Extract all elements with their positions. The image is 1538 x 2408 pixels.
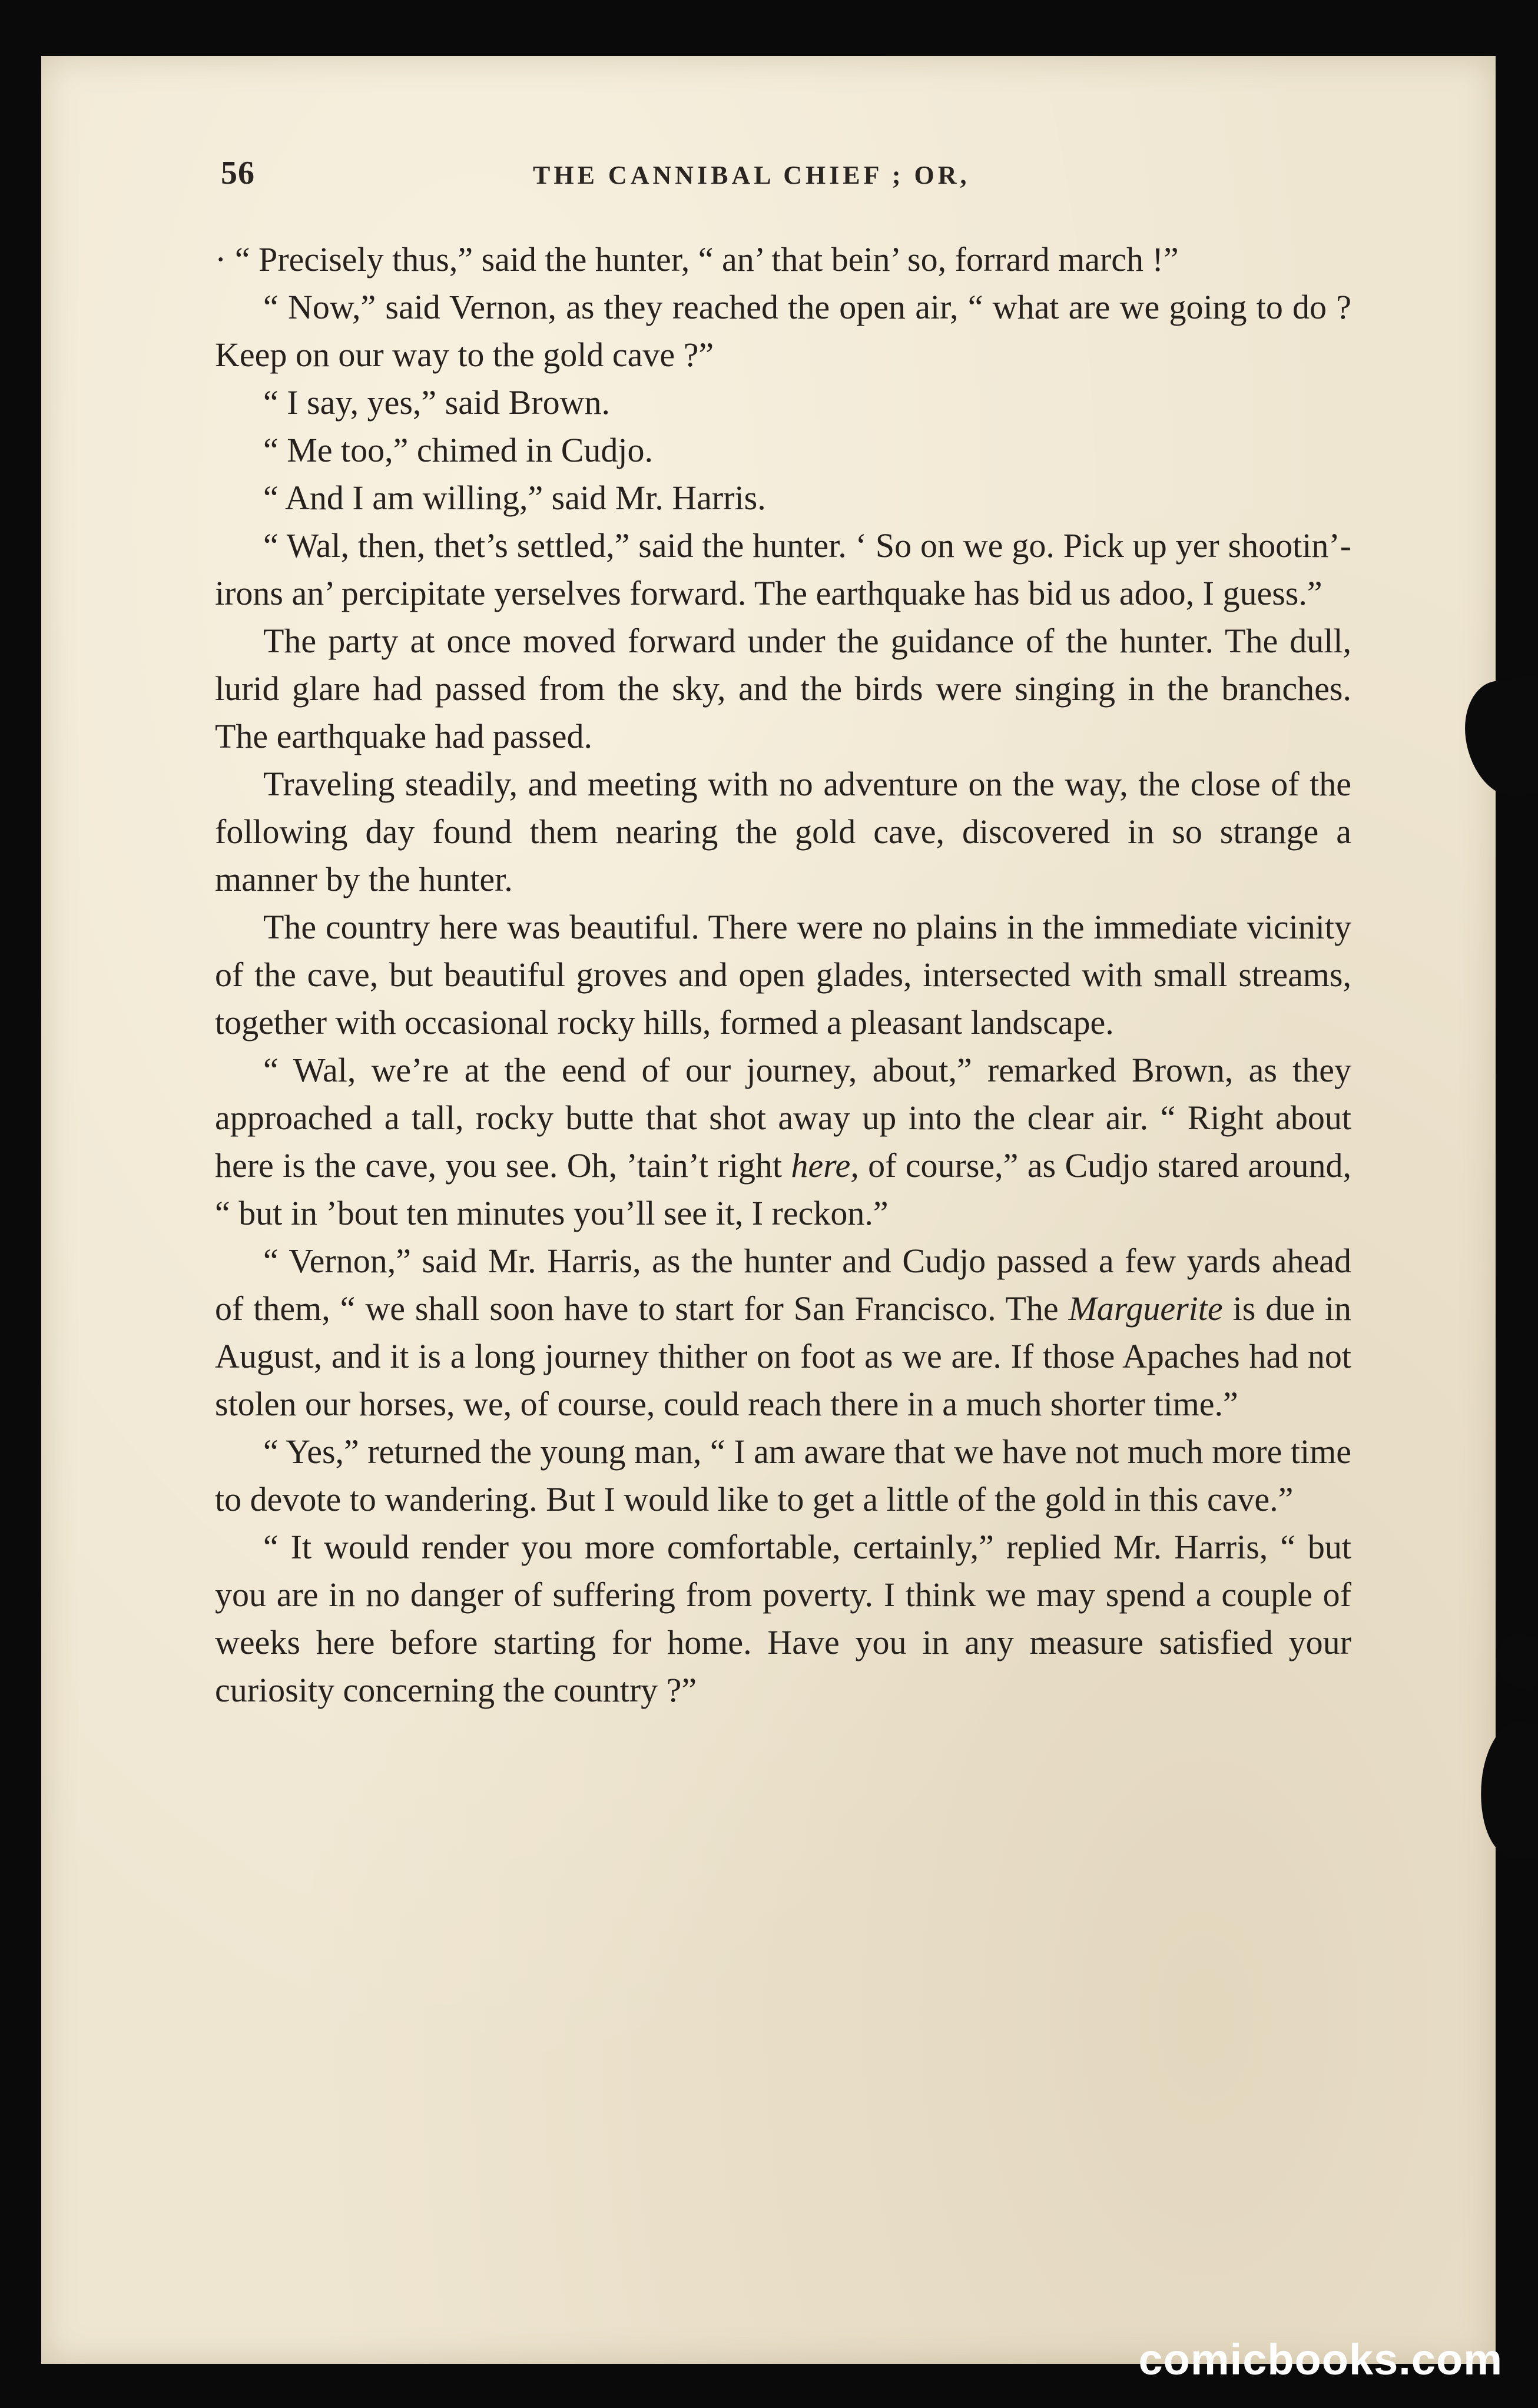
- italic-emphasis: here,: [791, 1146, 859, 1185]
- paragraph: “ Vernon,” said Mr. Harris, as the hunter and Cudjo passed a few yards ahead of them, “ we shall soon have to start for San Francisco. The Marguerite is due in August, and it is a long journey thither on foot as we are. If those Apaches had not stolen our horses, we, of course, could reach there in a much shorter time.”: [215, 1242, 1351, 1423]
- page-number: 56: [221, 155, 255, 191]
- paragraph: “ Now,” said Vernon, as they reached the open air, “ what are we going to do ? Keep on our way to the gold cave ?”: [215, 288, 1351, 374]
- paragraph: Traveling steadily, and meeting with no adventure on the way, the close of the following day found them nearing the gold cave, discovered in so strange a manner by the hunter.: [215, 765, 1351, 898]
- running-title: THE CANNIBAL CHIEF ; OR,: [533, 161, 970, 190]
- paragraph: · “ Precisely thus,” said the hunter, “ an’ that bein’ so, forrard march !”: [215, 240, 1179, 278]
- torn-edge: [1459, 675, 1538, 803]
- watermark: comicbooks.com: [1138, 2335, 1503, 2384]
- paragraph: “ It would render you more comfortable, certainly,” replied Mr. Harris, “ but you are in no danger of suffering from poverty. I think we may spend a couple of weeks here before starting for home. Have you in any measure satisfied your curiosity concerning the country ?”: [215, 1528, 1351, 1709]
- paragraph: “ And I am willing,” said Mr. Harris.: [263, 479, 766, 517]
- torn-edge: [1474, 1719, 1538, 1860]
- paragraph: “ Wal, we’re at the eend of our journey, about,” remarked Brown, as they approached a tall, rocky butte that shot away up into the clear air. “ Right about here is the cave, you see. Oh, ’tain’t right here, of course,” as Cudjo stared around, “ but in ’bout ten minutes you’ll see it, I reckon.”: [215, 1051, 1351, 1232]
- paragraph: The country here was beautiful. There were no plains in the immediate vicinity of the cave, but beautiful groves and open glades, intersected with small streams, together with occasional rocky hills, formed a pleasant landscape.: [215, 908, 1351, 1042]
- paragraph: The party at once moved forward under the guidance of the hunter. The dull, lurid glare had passed from the sky, and the birds were singing in the branches. The earthquake had passed.: [215, 622, 1351, 755]
- paragraph: “ Wal, then, thet’s settled,” said the hunter. ‘ So on we go. Pick up yer shootin’-irons an’ percipitate yerselves forward. The earthquake has bid us adoo, I guess.”: [215, 526, 1351, 612]
- paragraph: “ I say, yes,” said Brown.: [263, 383, 610, 422]
- paragraph: “ Yes,” returned the young man, “ I am aware that we have not much more time to devote to wandering. But I would like to get a little of the gold in this cave.”: [215, 1432, 1351, 1518]
- running-head: [221, 154, 1351, 201]
- body-text: [215, 236, 1351, 1714]
- ship-name: Marguerite: [1068, 1289, 1223, 1328]
- torn-edge: [1488, 1627, 1538, 1693]
- paragraph: “ Me too,” chimed in Cudjo.: [263, 431, 654, 469]
